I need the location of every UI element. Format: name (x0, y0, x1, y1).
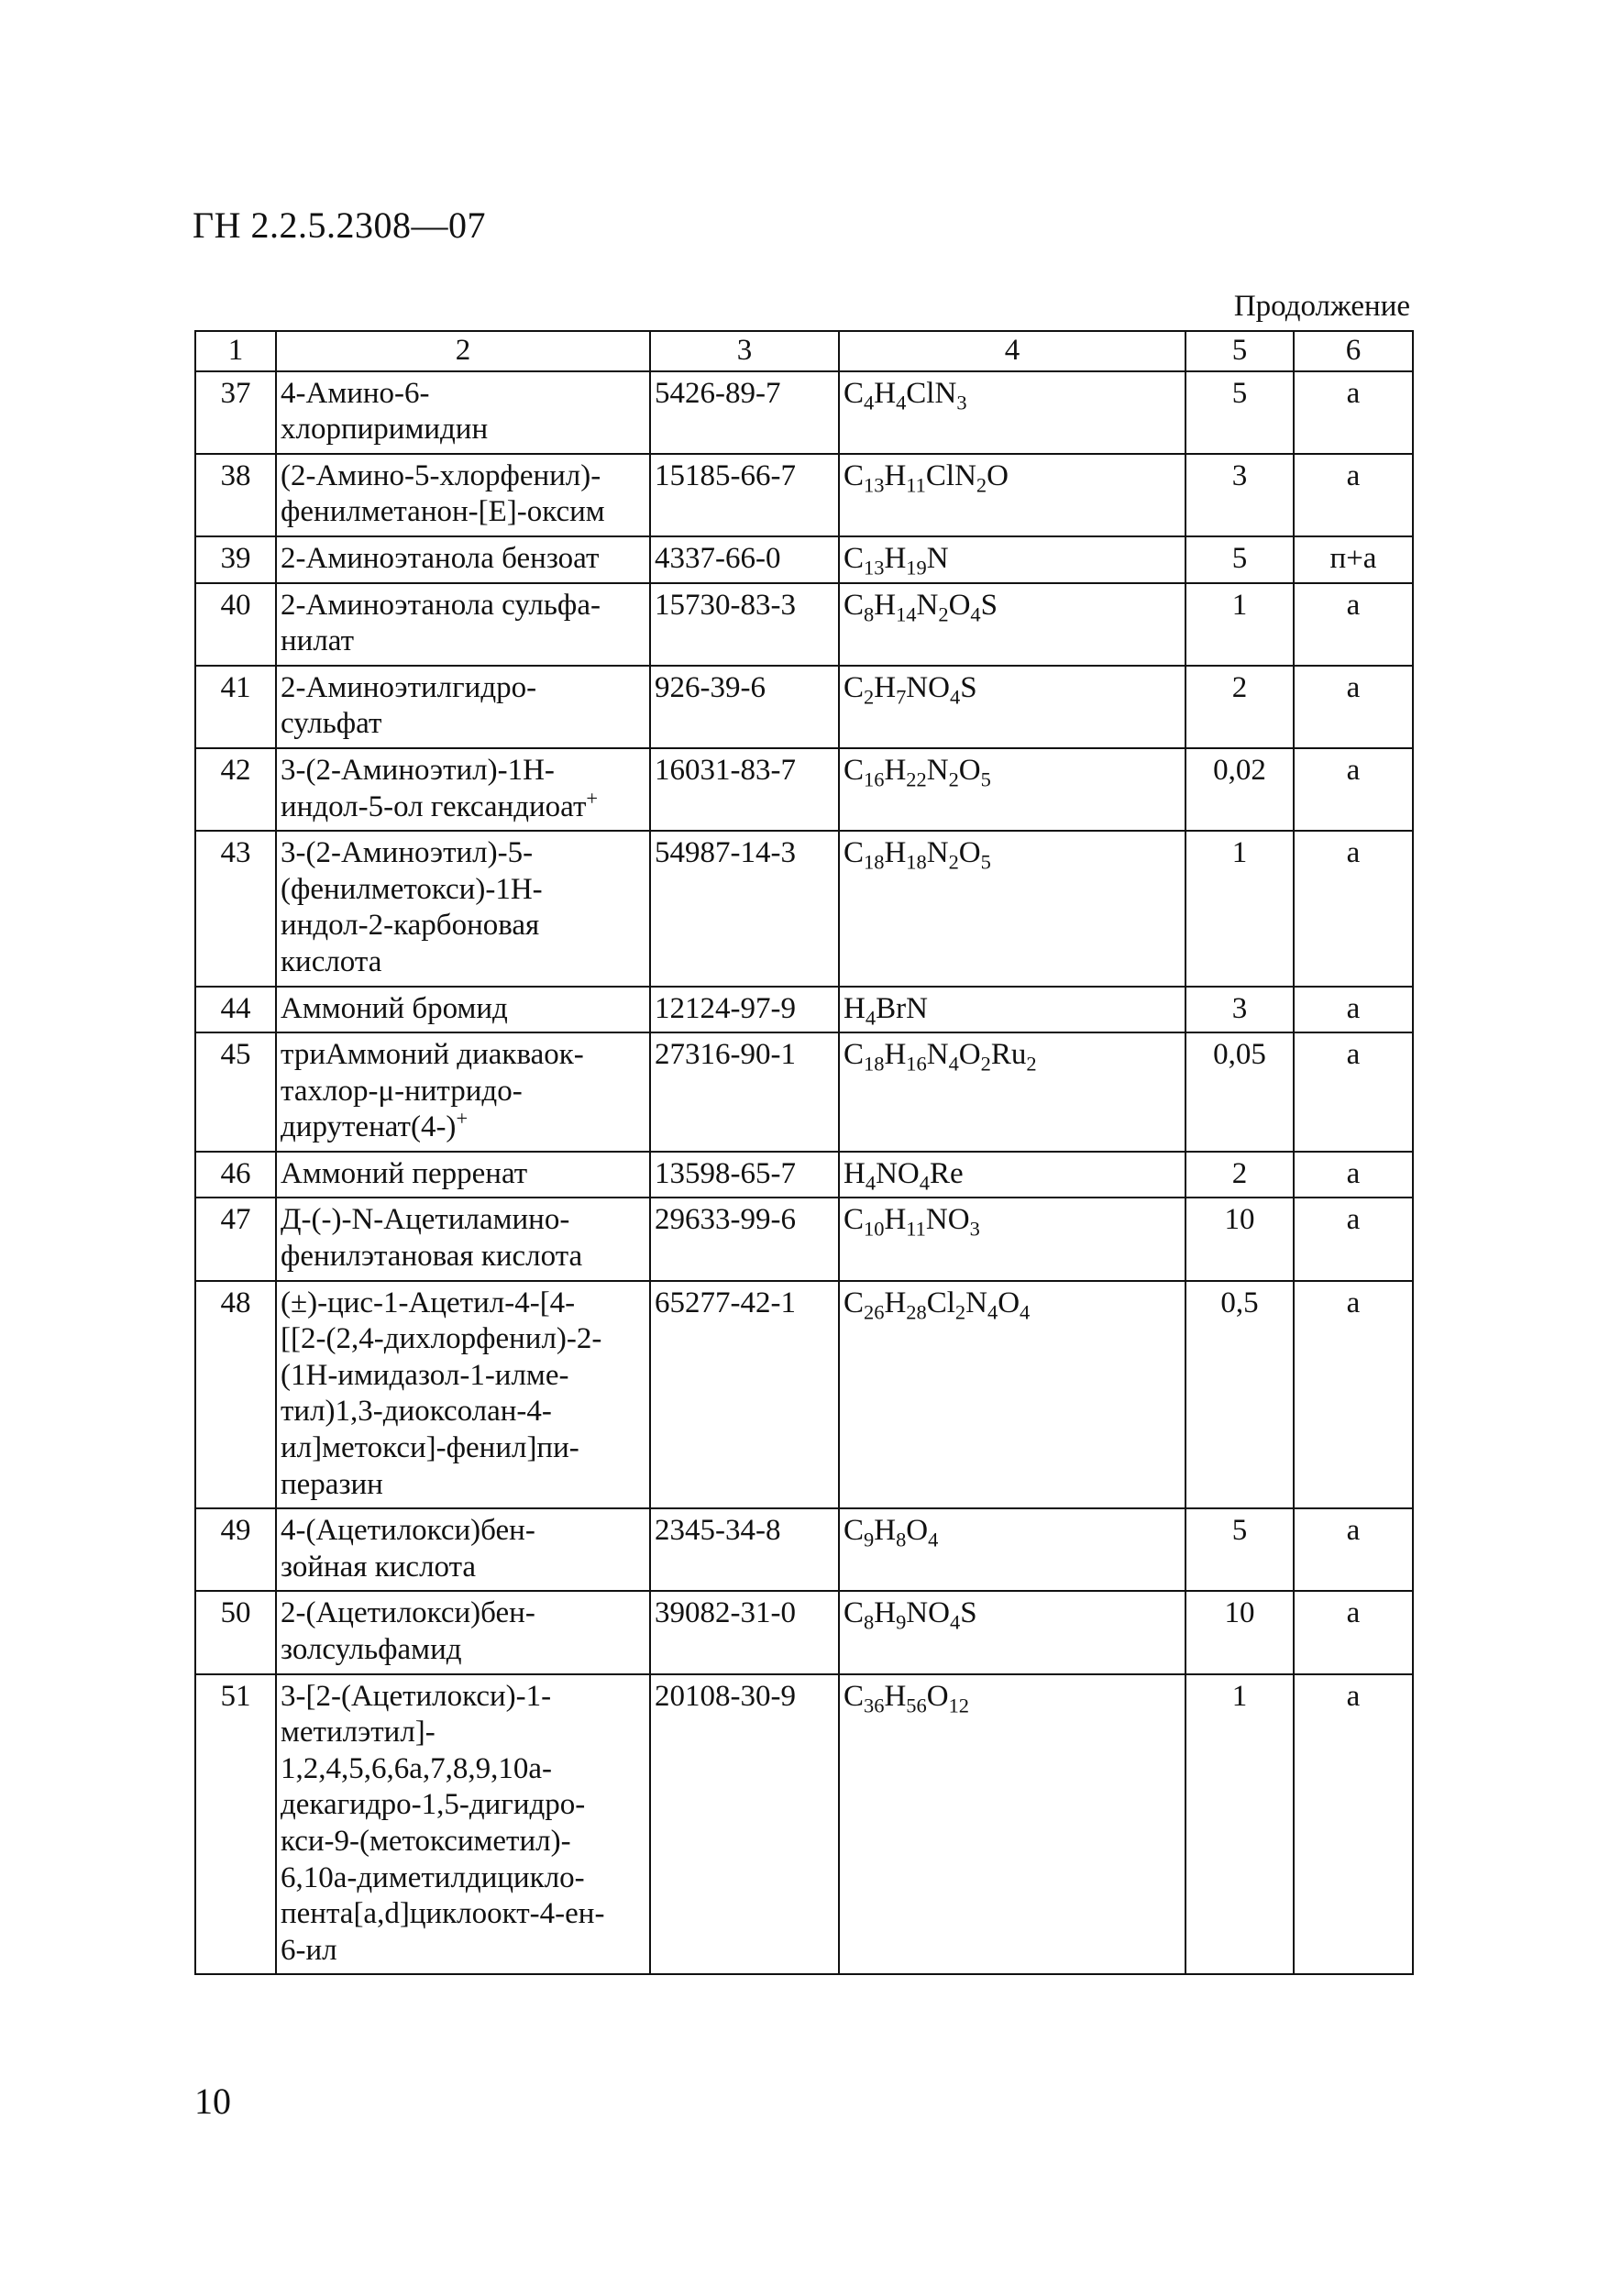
formula-element: N (926, 541, 949, 575)
substance-name-text: 3-[2-(Ацетилокси)-1- метилэтил]- 1,2,4,5,6,6а,7,8,9,10а- декагидро-1,5-дигидро- кси-9-(метоксиметил)- 6,10а-диметилдицикло- пента[a,d]циклоокт-4-ен- 6-ил (281, 1679, 605, 1967)
cas-number: 29633-99-6 (650, 1198, 839, 1280)
row-number: 39 (195, 536, 276, 583)
formula-element: S (960, 670, 977, 704)
substance-name-text: (±)-цис-1-Ацетил-4-[4- [[2-(2,4-дихлорфенил)-2- (1Н-имидазол-1-илме- тил)1,3-диоксолан-4- ил]метокси]-фенил]пи- перазин (281, 1286, 602, 1501)
formula-element: H (874, 376, 897, 410)
aggregate-state: а (1294, 1281, 1413, 1509)
row-number: 43 (195, 831, 276, 986)
formula-subscript: 4 (948, 1052, 959, 1076)
formula-element: H (884, 836, 907, 870)
formula-element: H (874, 670, 897, 704)
formula-subscript: 11 (906, 473, 926, 497)
cas-number: 39082-31-0 (650, 1591, 839, 1673)
row-number: 49 (195, 1508, 276, 1591)
formula-element: O (926, 1679, 949, 1713)
row-number: 51 (195, 1674, 276, 1975)
formula-subscript: 5 (980, 850, 991, 874)
aggregate-state: п+а (1294, 536, 1413, 583)
chemical-formula (839, 987, 1185, 1033)
row-number: 50 (195, 1591, 276, 1673)
formula-element: O (906, 1514, 929, 1548)
formula-element: ClN (925, 458, 976, 492)
cas-number: 2345-34-8 (650, 1508, 839, 1591)
formula-subscript: 4 (919, 1171, 930, 1195)
limit-value: 5 (1185, 536, 1294, 583)
table-row (195, 831, 1413, 986)
formula-subscript: 13 (864, 473, 885, 497)
substance-name-text: Аммоний перренат (281, 1156, 528, 1190)
cas-number: 12124-97-9 (650, 987, 839, 1033)
chemical-formula (839, 748, 1185, 831)
formula-subscript: 8 (864, 602, 875, 626)
formula-element: S (980, 588, 998, 622)
limit-value: 5 (1185, 371, 1294, 454)
formula-element: C (844, 836, 865, 870)
formula-element: H (874, 1596, 897, 1630)
aggregate-state: а (1294, 1591, 1413, 1673)
formula-element: Re (929, 1156, 964, 1190)
limit-value: 0,05 (1185, 1032, 1294, 1152)
chemical-formula (839, 371, 1185, 454)
chemical-formula (839, 1674, 1185, 1975)
formula-subscript: 9 (896, 1611, 907, 1634)
cas-number: 15730-83-3 (650, 583, 839, 666)
substance-name-text: 2-Аминоэтанола бензоат (281, 541, 600, 575)
substance-name (276, 831, 650, 986)
column-number-row (195, 331, 1413, 371)
chemical-formula (839, 536, 1185, 583)
formula-subscript: 4 (949, 685, 961, 709)
cas-number: 926-39-6 (650, 666, 839, 748)
table-row (195, 454, 1413, 536)
limit-value: 1 (1185, 1674, 1294, 1975)
aggregate-state: а (1294, 748, 1413, 831)
row-number: 46 (195, 1152, 276, 1198)
formula-element: O (958, 753, 981, 787)
substance-name (276, 748, 650, 831)
formula-subscript: 4 (970, 602, 981, 626)
chemical-formula (839, 1032, 1185, 1152)
formula-subscript: 12 (948, 1694, 970, 1717)
formula-element: BrN (876, 991, 928, 1025)
substance-name (276, 1281, 650, 1509)
row-number: 45 (195, 1032, 276, 1152)
aggregate-state: а (1294, 583, 1413, 666)
aggregate-state: а (1294, 1152, 1413, 1198)
table-row (195, 1032, 1413, 1152)
aggregate-state: а (1294, 454, 1413, 536)
substance-name (276, 583, 650, 666)
aggregate-state: а (1294, 987, 1413, 1033)
formula-subscript: 5 (980, 767, 991, 791)
formula-subscript: 2 (864, 685, 875, 709)
substance-name (276, 1591, 650, 1673)
formula-subscript: 4 (896, 391, 907, 414)
limit-value: 1 (1185, 583, 1294, 666)
formula-element: C (844, 1514, 865, 1548)
formula-element: H (874, 588, 897, 622)
formula-element: H (884, 1679, 907, 1713)
cas-number: 20108-30-9 (650, 1674, 839, 1975)
formula-element: H (884, 458, 907, 492)
limit-value: 2 (1185, 666, 1294, 748)
formula-element: Cl (926, 1286, 955, 1319)
document-code: ГН 2.2.5.2308—07 (193, 204, 487, 246)
formula-element: H (844, 991, 866, 1025)
formula-element: H (884, 541, 907, 575)
table-row (195, 371, 1413, 454)
formula-element: O (958, 1038, 981, 1072)
table-row (195, 987, 1413, 1033)
column-number: 3 (650, 331, 839, 371)
cas-number: 54987-14-3 (650, 831, 839, 986)
formula-element: C (844, 1203, 865, 1237)
formula-subscript: 16 (864, 767, 885, 791)
formula-element: C (844, 541, 865, 575)
formula-element: H (884, 753, 907, 787)
substance-name (276, 536, 650, 583)
formula-subscript: 18 (864, 1052, 885, 1076)
aggregate-state: а (1294, 1674, 1413, 1975)
formula-element: C (844, 1286, 865, 1319)
substances-table (194, 330, 1414, 1975)
column-number: 4 (839, 331, 1185, 371)
formula-subscript: 4 (864, 391, 875, 414)
formula-subscript: 4 (865, 1006, 877, 1030)
formula-subscript: 18 (906, 850, 927, 874)
aggregate-state: а (1294, 666, 1413, 748)
substance-name-text: 2-(Ацетилокси)бен- золсульфамид (281, 1596, 535, 1666)
formula-element: N (965, 1286, 987, 1319)
limit-value: 0,02 (1185, 748, 1294, 831)
formula-element: NO (906, 1596, 950, 1630)
aggregate-state: а (1294, 1198, 1413, 1280)
formula-element: C (844, 458, 865, 492)
cas-number: 15185-66-7 (650, 454, 839, 536)
cas-number: 65277-42-1 (650, 1281, 839, 1509)
formula-element: C (844, 753, 865, 787)
substance-name-text: триАммоний диакваок- тахлор-μ-нитридо- дирутенат(4-) (281, 1038, 584, 1144)
limit-value: 0,5 (1185, 1281, 1294, 1509)
substance-name-text: 2-Аминоэтилгидро- сульфат (281, 670, 537, 741)
row-number: 41 (195, 666, 276, 748)
substance-name (276, 1508, 650, 1591)
row-number: 38 (195, 454, 276, 536)
formula-element: O (998, 1286, 1020, 1319)
formula-subscript: 7 (896, 685, 907, 709)
column-number: 1 (195, 331, 276, 371)
formula-subscript: 2 (1026, 1052, 1037, 1076)
formula-subscript: 56 (906, 1694, 927, 1717)
formula-element: N (916, 588, 939, 622)
substance-name-text: 4-Амино-6- хлорпиримидин (281, 376, 489, 447)
table-row (195, 536, 1413, 583)
table-row (195, 583, 1413, 666)
substance-name-text: 4-(Ацетилокси)бен- зойная кислота (281, 1514, 535, 1584)
formula-subscript: 36 (864, 1694, 885, 1717)
table-row (195, 1591, 1413, 1673)
formula-element: C (844, 376, 865, 410)
formula-subscript: 3 (956, 391, 967, 414)
formula-subscript: 11 (906, 1218, 926, 1242)
column-number: 6 (1294, 331, 1413, 371)
formula-element: H (844, 1156, 866, 1190)
chemical-formula (839, 454, 1185, 536)
aggregate-state: а (1294, 1032, 1413, 1152)
cas-number: 5426-89-7 (650, 371, 839, 454)
substance-name (276, 987, 650, 1033)
row-number: 47 (195, 1198, 276, 1280)
page-number: 10 (194, 2081, 231, 2122)
formula-subscript: 8 (896, 1528, 907, 1551)
formula-subscript: 2 (976, 473, 987, 497)
substance-name (276, 666, 650, 748)
substance-name-text: Д-(-)-N-Ацетиламино- фенилэтановая кислота (281, 1203, 583, 1274)
formula-element: O (987, 458, 1009, 492)
formula-element: H (874, 1514, 897, 1548)
chemical-formula (839, 1152, 1185, 1198)
formula-subscript: 16 (906, 1052, 927, 1076)
substance-name (276, 1674, 650, 1975)
formula-element: N (926, 753, 949, 787)
table-row (195, 1508, 1413, 1591)
aggregate-state: а (1294, 1508, 1413, 1591)
formula-subscript: 4 (987, 1300, 998, 1324)
substance-name (276, 1032, 650, 1152)
chemical-formula (839, 666, 1185, 748)
chemical-formula (839, 831, 1185, 986)
formula-subscript: 2 (948, 767, 959, 791)
formula-element: C (844, 1038, 865, 1072)
formula-subscript: 26 (864, 1300, 885, 1324)
formula-subscript: 4 (865, 1171, 877, 1195)
formula-element: H (884, 1286, 907, 1319)
formula-subscript: 22 (906, 767, 927, 791)
row-number: 44 (195, 987, 276, 1033)
chemical-formula (839, 1198, 1185, 1280)
formula-subscript: 3 (969, 1218, 980, 1242)
substance-name-text: 3-(2-Аминоэтил)-1Н- индол-5-ол гександиоат (281, 753, 587, 823)
formula-element: C (844, 588, 865, 622)
table-row (195, 748, 1413, 831)
formula-subscript: 9 (864, 1528, 875, 1551)
substance-name (276, 1152, 650, 1198)
formula-subscript: 8 (864, 1611, 875, 1634)
limit-value: 5 (1185, 1508, 1294, 1591)
limit-value: 2 (1185, 1152, 1294, 1198)
formula-element: NO (925, 1203, 970, 1237)
table-row (195, 1198, 1413, 1280)
limit-value: 10 (1185, 1591, 1294, 1673)
formula-subscript: 18 (864, 850, 885, 874)
row-number: 48 (195, 1281, 276, 1509)
formula-element: ClN (906, 376, 957, 410)
formula-subscript: 28 (906, 1300, 927, 1324)
formula-subscript: 4 (949, 1611, 961, 1634)
formula-subscript: 2 (948, 850, 959, 874)
table-row (195, 1152, 1413, 1198)
formula-element: O (948, 588, 971, 622)
column-number: 5 (1185, 331, 1294, 371)
chemical-formula (839, 1508, 1185, 1591)
continuation-label: Продолжение (1233, 290, 1410, 323)
table-row (195, 1281, 1413, 1509)
formula-element: C (844, 1679, 865, 1713)
formula-subscript: 10 (864, 1218, 885, 1242)
formula-subscript: 19 (906, 556, 927, 580)
limit-value: 3 (1185, 987, 1294, 1033)
formula-element: Ru (990, 1038, 1027, 1072)
formula-subscript: 2 (980, 1052, 991, 1076)
formula-element: NO (876, 1156, 920, 1190)
formula-element: NO (906, 670, 950, 704)
substance-name-text: 2-Аминоэтанола сульфа- нилат (281, 588, 601, 658)
footnote-mark: + (456, 1107, 469, 1131)
limit-value: 3 (1185, 454, 1294, 536)
chemical-formula (839, 1591, 1185, 1673)
column-number: 2 (276, 331, 650, 371)
formula-element: O (958, 836, 981, 870)
row-number: 42 (195, 748, 276, 831)
table-row (195, 666, 1413, 748)
formula-element: H (884, 1038, 907, 1072)
formula-element: N (926, 836, 949, 870)
limit-value: 1 (1185, 831, 1294, 986)
formula-element: N (926, 1038, 949, 1072)
cas-number: 4337-66-0 (650, 536, 839, 583)
substance-name-text: 3-(2-Аминоэтил)-5- (фенилметокси)-1Н- индол-2-карбоновая кислота (281, 836, 543, 978)
row-number: 40 (195, 583, 276, 666)
formula-subscript: 2 (954, 1300, 966, 1324)
substance-name (276, 1198, 650, 1280)
substance-name-text: Аммоний бромид (281, 991, 508, 1025)
aggregate-state: а (1294, 371, 1413, 454)
row-number: 37 (195, 371, 276, 454)
formula-element: S (960, 1596, 977, 1630)
formula-subscript: 4 (928, 1528, 939, 1551)
chemical-formula (839, 1281, 1185, 1509)
cas-number: 13598-65-7 (650, 1152, 839, 1198)
substance-name-text: (2-Амино-5-хлорфенил)- фенилметанон-[E]-оксим (281, 458, 605, 529)
formula-element: C (844, 1596, 865, 1630)
formula-subscript: 14 (896, 602, 917, 626)
substance-name (276, 371, 650, 454)
formula-element: H (884, 1203, 907, 1237)
limit-value: 10 (1185, 1198, 1294, 1280)
table-row (195, 1674, 1413, 1975)
aggregate-state: а (1294, 831, 1413, 986)
formula-subscript: 13 (864, 556, 885, 580)
formula-subscript: 4 (1020, 1300, 1031, 1324)
footnote-mark: + (586, 786, 599, 810)
chemical-formula (839, 583, 1185, 666)
cas-number: 27316-90-1 (650, 1032, 839, 1152)
formula-subscript: 2 (938, 602, 949, 626)
substance-name (276, 454, 650, 536)
cas-number: 16031-83-7 (650, 748, 839, 831)
formula-element: C (844, 670, 865, 704)
